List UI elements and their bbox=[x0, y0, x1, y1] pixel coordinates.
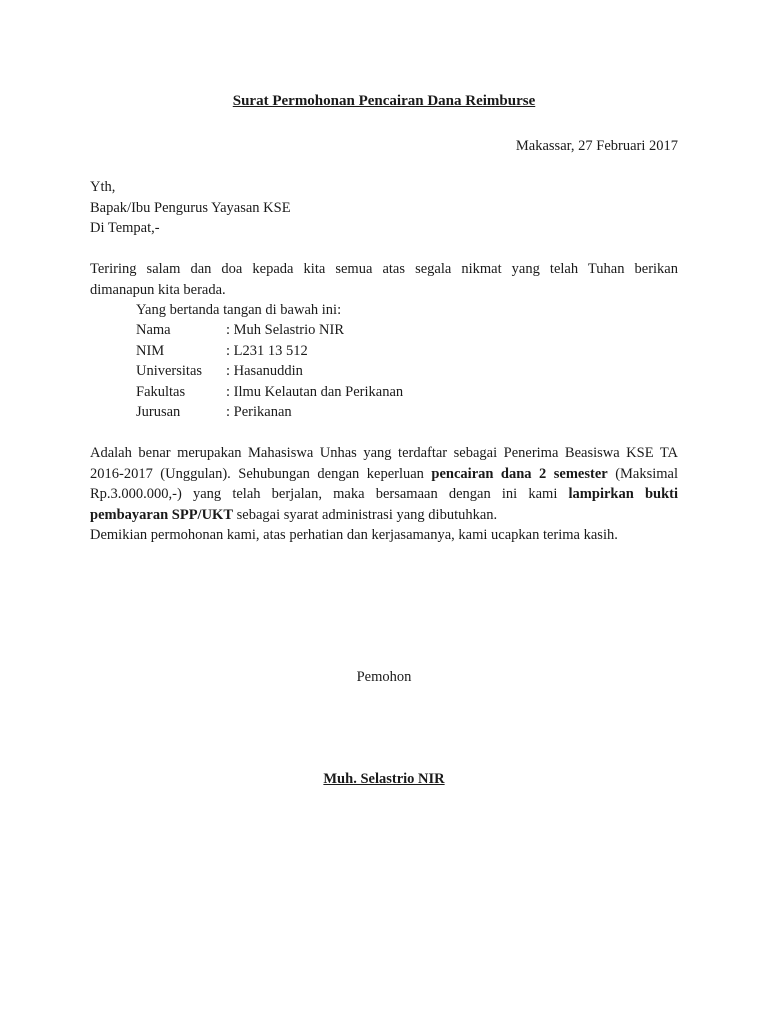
body-text-2: (Maksimal Rp.3.000.000,-) yang telah berjalan, maka bersamaan dengan ini kami bbox=[90, 465, 679, 502]
intro-line: Yang bertanda tangan di bawah ini: bbox=[136, 302, 342, 318]
field-label: Nama bbox=[136, 322, 171, 338]
field-label: NIM bbox=[136, 343, 165, 359]
field-value: : Ilmu Kelautan dan Perikanan bbox=[226, 384, 404, 400]
field-row-fakultas bbox=[136, 382, 403, 403]
body-text-3: sebagai syarat administrasi yang dibutuhkan. bbox=[236, 506, 498, 523]
field-row-jurusan bbox=[136, 402, 292, 423]
salutation: Yth, bbox=[90, 179, 116, 195]
body-bold-1: pencairan dana 2 semester bbox=[431, 465, 608, 482]
place: Di Tempat,- bbox=[90, 220, 160, 236]
field-label: Universitas bbox=[136, 363, 203, 379]
addressee: Bapak/Ibu Pengurus Yayasan KSE bbox=[90, 200, 291, 216]
field-value: : Muh Selastrio NIR bbox=[226, 322, 345, 338]
signature-name-wrap bbox=[0, 771, 768, 788]
signature-name: Muh. Selastrio NIR bbox=[323, 771, 445, 787]
opening-paragraph bbox=[90, 259, 678, 300]
body-bold-2: lampirkan bukti pembayaran SPP/UKT bbox=[90, 486, 679, 523]
field-label: Jurusan bbox=[136, 404, 181, 420]
field-value: : Hasanuddin bbox=[226, 363, 303, 379]
signature-role: Pemohon bbox=[356, 669, 412, 685]
field-row-nama bbox=[136, 320, 344, 341]
opening-line-2: dimanapun kita berada. bbox=[90, 281, 226, 298]
field-value: : L231 13 512 bbox=[226, 343, 308, 359]
field-row-nim bbox=[136, 341, 308, 362]
field-row-universitas bbox=[136, 361, 303, 382]
field-label: Fakultas bbox=[136, 384, 186, 400]
letter-title: Surat Permohonan Pencairan Dana Reimburse bbox=[232, 93, 536, 109]
opening-line-1: Teriring salam dan doa kepada kita semua atas segala nikmat yang telah Tuhan berikan bbox=[90, 261, 678, 277]
field-value: : Perikanan bbox=[226, 404, 292, 420]
body-text-1: Adalah benar merupakan Mahasiswa Unhas yang terdaftar sebagai Penerima Beasiswa KSE TA 2016-2017 (Unggulan). Sehubungan dengan keperluan bbox=[90, 445, 678, 482]
letter-date: Makassar, 27 Februari 2017 bbox=[515, 138, 678, 154]
closing-line: Demikian permohonan kami, atas perhatian dan kerjasamanya, kami ucapkan terima kasih. bbox=[90, 527, 618, 543]
body-paragraph bbox=[90, 443, 678, 525]
